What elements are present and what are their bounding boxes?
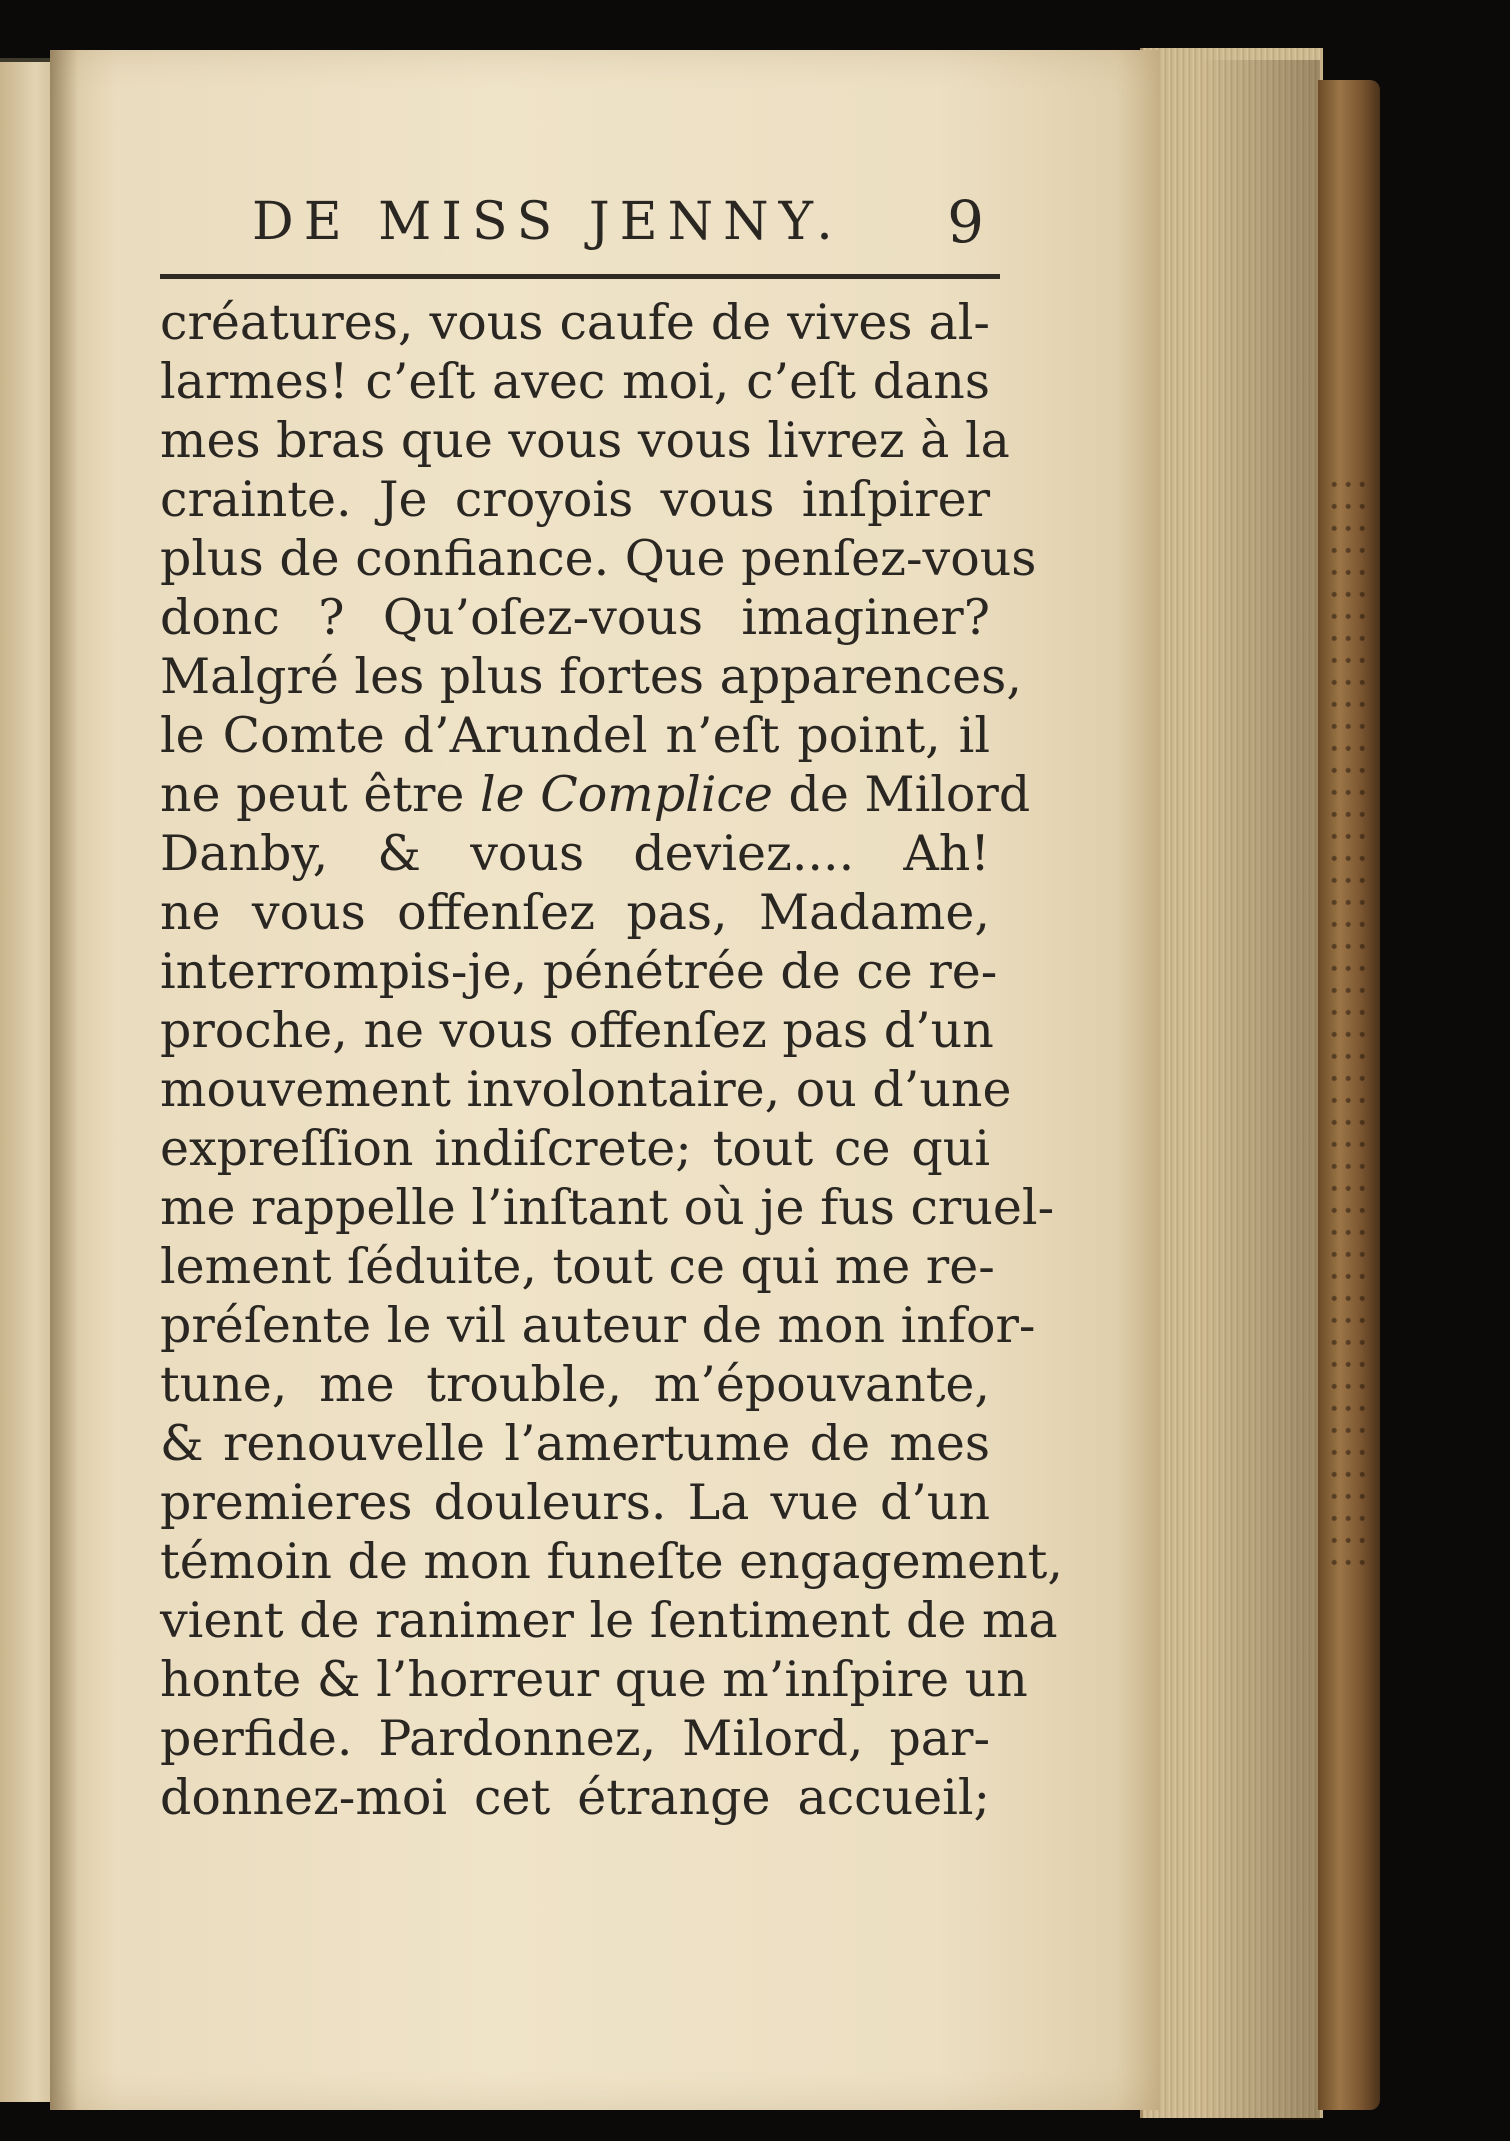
text-block [160,180,1063,1827]
text-line: me rappelle l’inſtant où je fus cruel- [160,1179,1055,1236]
text-line: témoin de mon funeſte engagement, [160,1533,1063,1590]
text-line: & renouvelle l’amertume de mes [160,1415,990,1472]
text-line-with-italic [160,765,1031,824]
text-line: Malgré les plus fortes apparences, [160,648,1022,705]
text-line: mes bras que vous vous livrez à la [160,412,1010,469]
text-line: mouvement involontaire, ou d’une [160,1061,1012,1118]
text-line: donc ? Qu’oſez-vous imaginer? [160,589,990,646]
text-line: le Comte d’Arundel n’eſt point, il [160,707,990,764]
running-head [160,180,1000,260]
text-line: donnez-moi cet étrange accueil; [160,1769,990,1826]
text-line: premieres douleurs. La vue d’un [160,1474,990,1531]
page-gutter-shadow [50,50,78,2110]
text-line: interrompis-je, pénétrée de ce re- [160,943,998,1000]
text-line: créatures, vous caufe de vives al- [160,294,990,351]
text-line: préſente le vil auteur de mon infor- [160,1297,1036,1354]
line-9-after: de Milord [772,766,1031,823]
head-rule [160,274,1000,279]
running-title: DE MISS JENNY. [252,192,843,252]
text-line: crainte. Je croyois vous inſpirer [160,471,990,528]
text-line: Danby, & vous deviez.... Ah! [160,825,990,882]
text-line: tune, me trouble, m’épouvante, [160,1356,990,1413]
cover-speckle [1330,480,1370,1580]
italic-phrase: le Complice [480,766,773,823]
page-number: 9 [947,188,984,256]
text-line: plus de confiance. Que penſez-vous [160,530,1037,587]
text-line: vient de ranimer le ſentiment de ma [160,1592,1058,1649]
line-9-before: ne peut être [160,766,481,823]
text-line: larmes! c’eſt avec moi, c’eſt dans [160,353,990,410]
text-line: proche, ne vous offenſez pas d’un [160,1002,994,1059]
text-line: perfide. Pardonnez, Milord, par- [160,1710,990,1767]
page-edges-shadow [1200,60,1320,2120]
text-line: lement ſéduite, tout ce qui me re- [160,1238,995,1295]
text-line: expreſſion indiſcrete; tout ce qui [160,1120,990,1177]
text-line: honte & l’horreur que m’inſpire un [160,1651,1028,1708]
text-line: ne vous offenſez pas, Madame, [160,884,990,941]
